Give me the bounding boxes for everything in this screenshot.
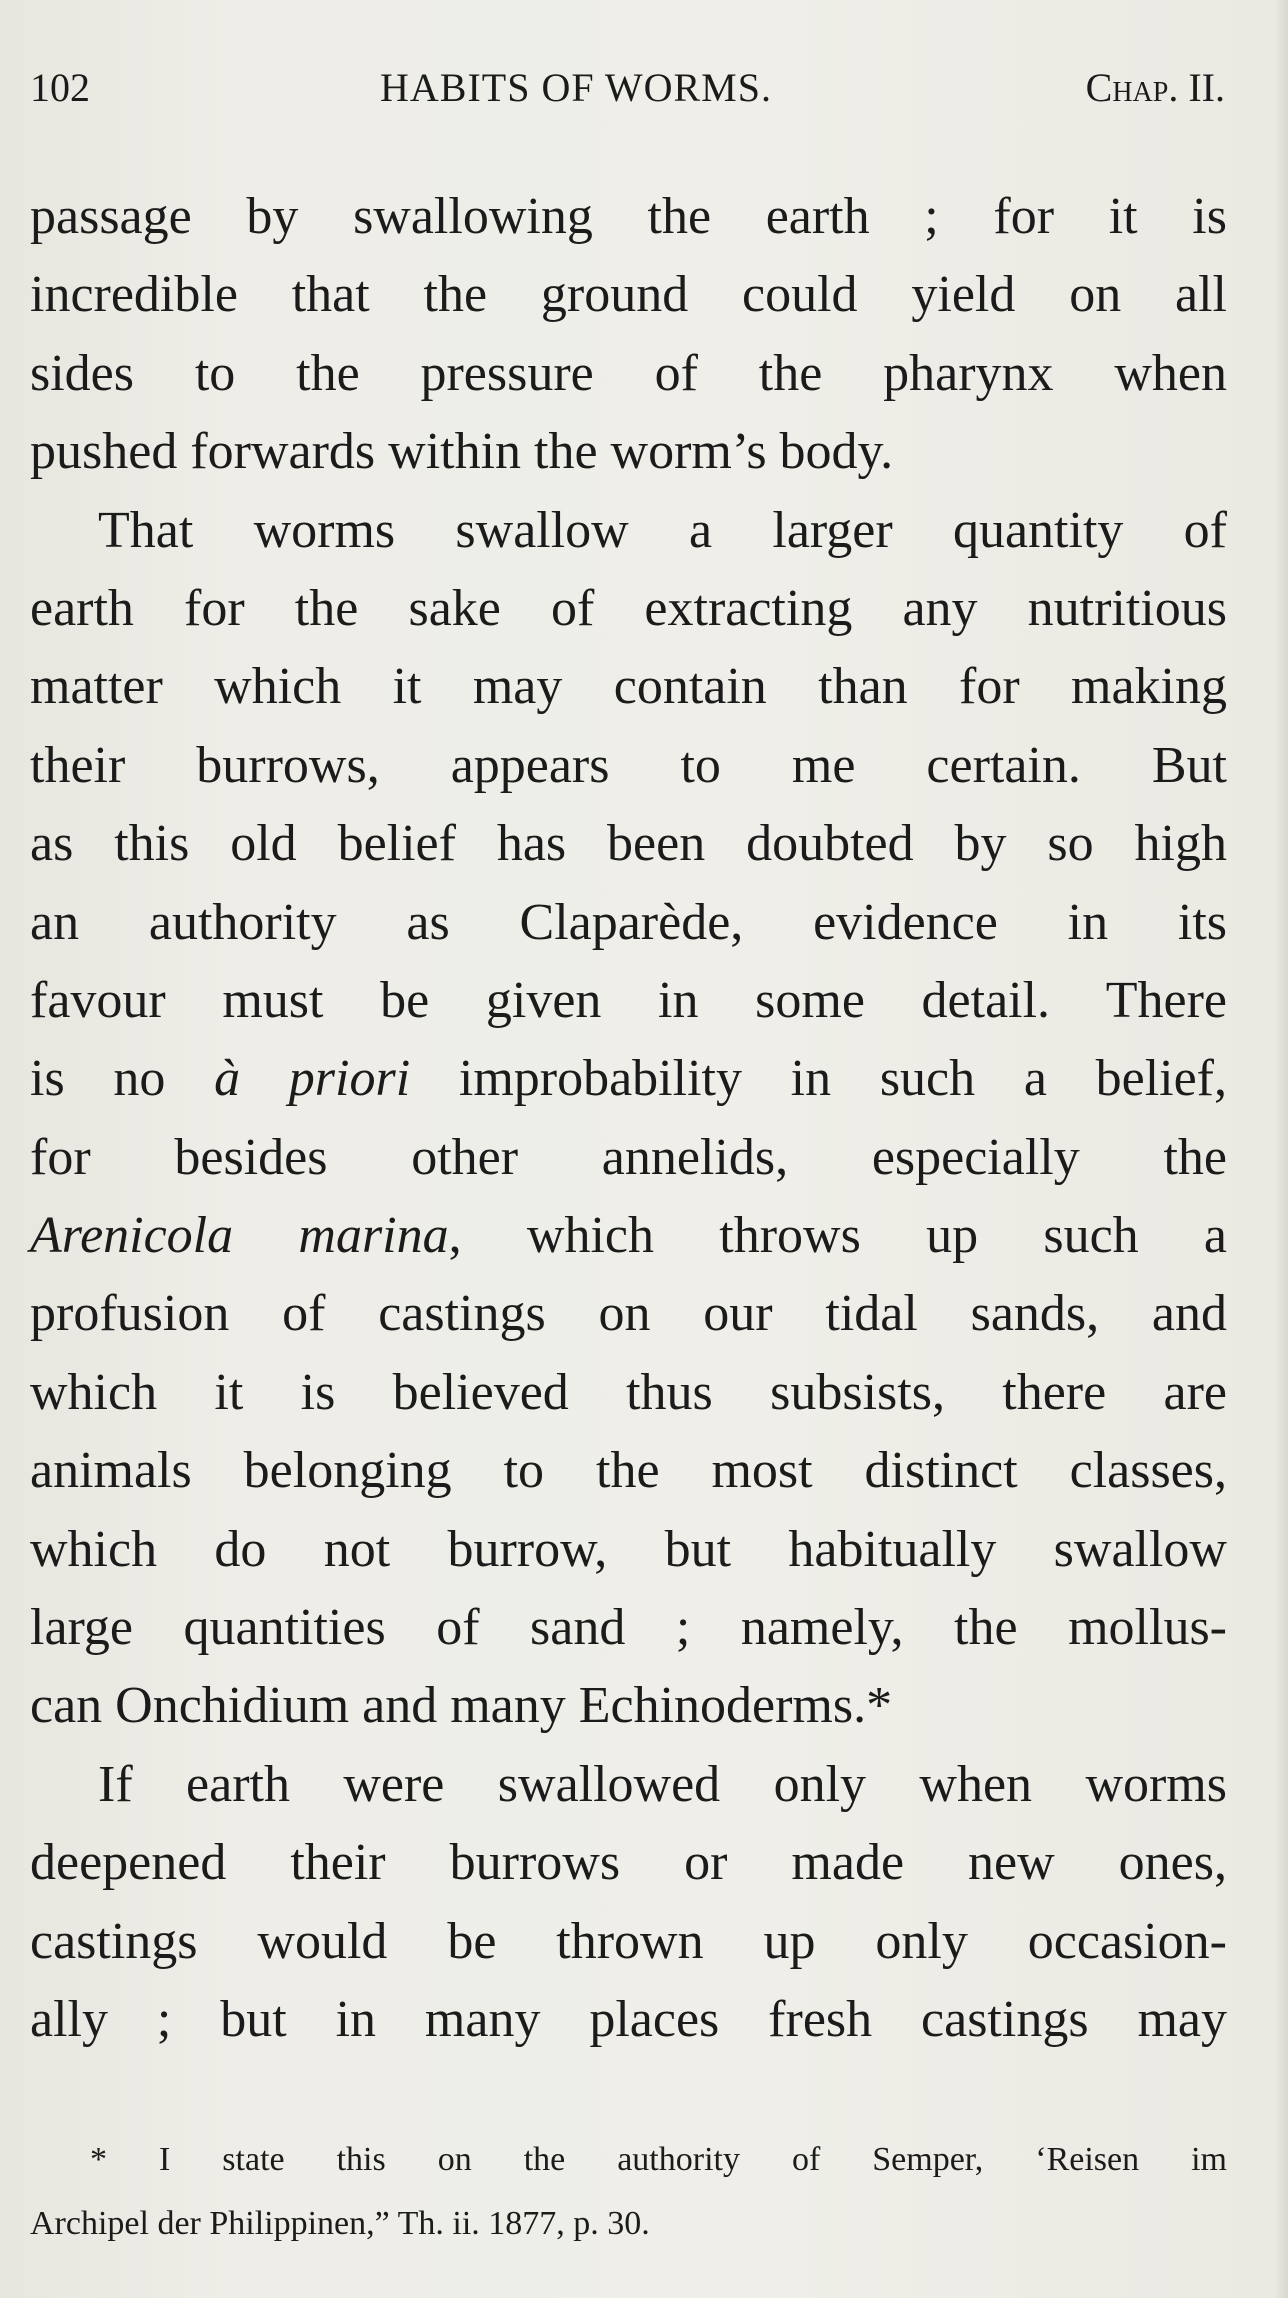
text-line: sides to the pressure of the pharynx when <box>30 344 1227 402</box>
text-run: , which throws up such a <box>448 1207 1227 1265</box>
text-line: as this old belief has been doubted by so high <box>30 815 1227 873</box>
text-line: which it is believed thus subsists, there are <box>30 1363 1227 1421</box>
footnote-line: * I state this on the authority of Semper, ‘Reisen im <box>90 2141 1227 2178</box>
text-line: If earth were swallowed only when worms <box>98 1755 1227 1813</box>
footnote <box>30 2128 1227 2256</box>
text-line: passage by swallowing the earth ; for it is <box>30 188 1227 245</box>
page-number: 102 <box>30 65 90 110</box>
text-line: castings would be thrown up only occasion- <box>30 1912 1227 1970</box>
italic-phrase: à priori <box>214 1050 411 1108</box>
text-run: improbability in such a belief, <box>410 1050 1227 1108</box>
text-line: large quantities of sand ; namely, the mollus- <box>30 1599 1227 1657</box>
text-line: animals belonging to the most distinct classes, <box>30 1442 1227 1500</box>
text-line <box>30 1197 1227 1275</box>
body-text <box>30 178 1227 2059</box>
text-line: That worms swallow a larger quantity of <box>98 501 1227 559</box>
text-line: can Onchidium and many Echinoderms.* <box>30 1677 893 1735</box>
text-line: which do not burrow, but habitually swallow <box>30 1520 1227 1578</box>
text-line: for besides other annelids, especially the <box>30 1128 1227 1186</box>
page-header <box>30 58 1225 118</box>
text-line: profusion of castings on our tidal sands, and <box>30 1285 1227 1343</box>
text-line: their burrows, appears to me certain. But <box>30 736 1227 794</box>
text-line: earth for the sake of extracting any nutritious <box>30 579 1227 637</box>
running-head: HABITS OF WORMS. <box>380 65 772 110</box>
text-line: favour must be given in some detail. There <box>30 971 1227 1029</box>
footnote-line: Archipel der Philippinen,” Th. ii. 1877, p. 30. <box>30 2205 650 2242</box>
page-edge-shadow <box>1274 0 1288 2298</box>
italic-species-name: Arenicola marina <box>30 1207 449 1265</box>
text-line: incredible that the ground could yield on all <box>30 266 1227 324</box>
text-line: matter which it may contain than for making <box>30 658 1227 716</box>
text-line <box>30 1040 1227 1118</box>
text-line: deepened their burrows or made new ones, <box>30 1834 1227 1892</box>
text-run: is no <box>30 1050 215 1108</box>
chapter-label: Chap. II. <box>1085 65 1225 110</box>
text-line: ally ; but in many places fresh castings may <box>30 1990 1227 2048</box>
text-line: pushed forwards within the worm’s body. <box>30 423 894 481</box>
text-line: an authority as Claparède, evidence in its <box>30 893 1227 951</box>
